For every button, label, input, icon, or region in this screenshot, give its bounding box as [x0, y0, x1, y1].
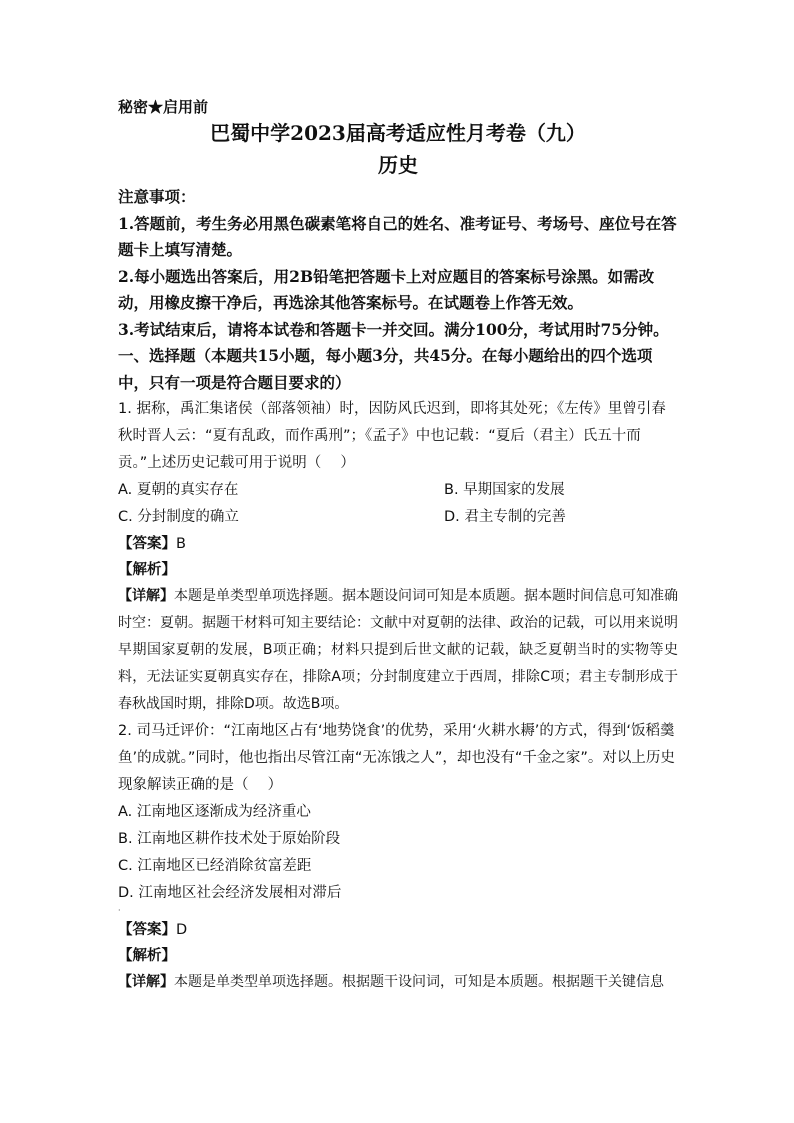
option-a: A. 江南地区逐渐成为经济重心 [118, 804, 311, 820]
option-c: C. 分封制度的确立 [118, 509, 239, 525]
question-2 [118, 718, 678, 996]
detail-text: 本题是单类型单项选择题。据本题设问词可知是本质题。据本题时间信息可知准确时空：夏朝。据题干材料可知主要结论：文献中对夏朝的法律、政治的记载，可以用来说明早期国家夏朝的发展，B项正确；材料只提到后世文献的记载，缺乏夏朝当时的实物等史料，无法证实夏朝真实存在，排除A项；分封制度建立于西周，排除C项；君主专制形成于春秋战国时期，排除D项。故选B项。 [118, 588, 678, 712]
option-b: B. 江南地区耕作技术处于原始阶段 [118, 831, 341, 847]
option-d: D. 君主专制的完善 [444, 509, 566, 525]
notice-heading: 注意事项： [118, 187, 196, 206]
option-grid [118, 477, 678, 531]
notice-block [118, 184, 678, 343]
analysis-label: 【解析】 [118, 562, 176, 578]
option-b: B. 早期国家的发展 [444, 482, 565, 498]
notice-item-3: 3.考试结束后，请将本试卷和答题卡一并交回。满分100分，考试用时75分钟。 [118, 319, 669, 339]
detail-text: 本题是单类型单项选择题。根据题干设问词，可知是本质题。根据题干关键信息 [174, 974, 664, 990]
option-row [118, 504, 678, 531]
confidential-mark: 秘密★启用前 [118, 98, 209, 116]
detail-paragraph [118, 583, 678, 718]
notice-item-2: 2.每小题选出答案后，用2B铅笔把答题卡上对应题目的答案标号涂黑。如需改动，用橡皮擦干净后，再选涂其他答案标号。在试题卷上作答无效。 [118, 266, 655, 312]
section-heading: 一、选择题（本题共15小题，每小题3分，共45分。在每小题给出的四个选项中，只有一项是符合题目要求的） [118, 346, 653, 392]
question-stem: 2. 司马迁评价：“江南地区占有‘地势饶食’的优势，采用‘火耕水耨’的方式，得到‘饭稻羹鱼’的成就。”同时，他也指出尽管江南“无冻饿之人”，却也没有“千金之家”。对以上历史现象解读正确的是（ ） [118, 723, 675, 793]
detail-label: 【详解】 [118, 588, 174, 604]
exam-title: 巴蜀中学2023届高考适应性月考卷（九） [210, 121, 586, 145]
notice-item-1: 1.答题前，考生务必用黑色碳素笔将自己的姓名、准考证号、考场号、座位号在答题卡上填写清楚。 [118, 213, 677, 259]
subject-title: 历史 [378, 153, 418, 177]
option-a: A. 夏朝的真实存在 [118, 482, 239, 498]
answer-value: B [176, 536, 186, 552]
option-row [118, 477, 678, 504]
answer-line [118, 531, 678, 557]
stray-dot: · [118, 906, 121, 915]
question-1 [118, 396, 678, 718]
question-stem: 1. 据称，禹汇集诸侯（部落领袖）时，因防风氏迟到，即将其处死；《左传》里曾引春秋时晋人云：“夏有乱政，而作禹刑”；《孟子》中也记载：“夏后（君主）氏五十而贡。”上述历史记载可用于说明（ ） [118, 401, 666, 471]
detail-label: 【详解】 [118, 974, 174, 990]
option-d: D. 江南地区社会经济发展相对滞后 [118, 885, 342, 901]
analysis-line [118, 943, 678, 969]
analysis-label: 【解析】 [118, 948, 176, 964]
analysis-line [118, 557, 678, 583]
answer-value: D [176, 922, 188, 938]
answer-line [118, 917, 678, 943]
option-c: C. 江南地区已经消除贫富差距 [118, 858, 312, 874]
exam-page [118, 96, 678, 996]
answer-label: 【答案】 [118, 536, 176, 552]
detail-paragraph [118, 969, 678, 996]
answer-label: 【答案】 [118, 922, 176, 938]
